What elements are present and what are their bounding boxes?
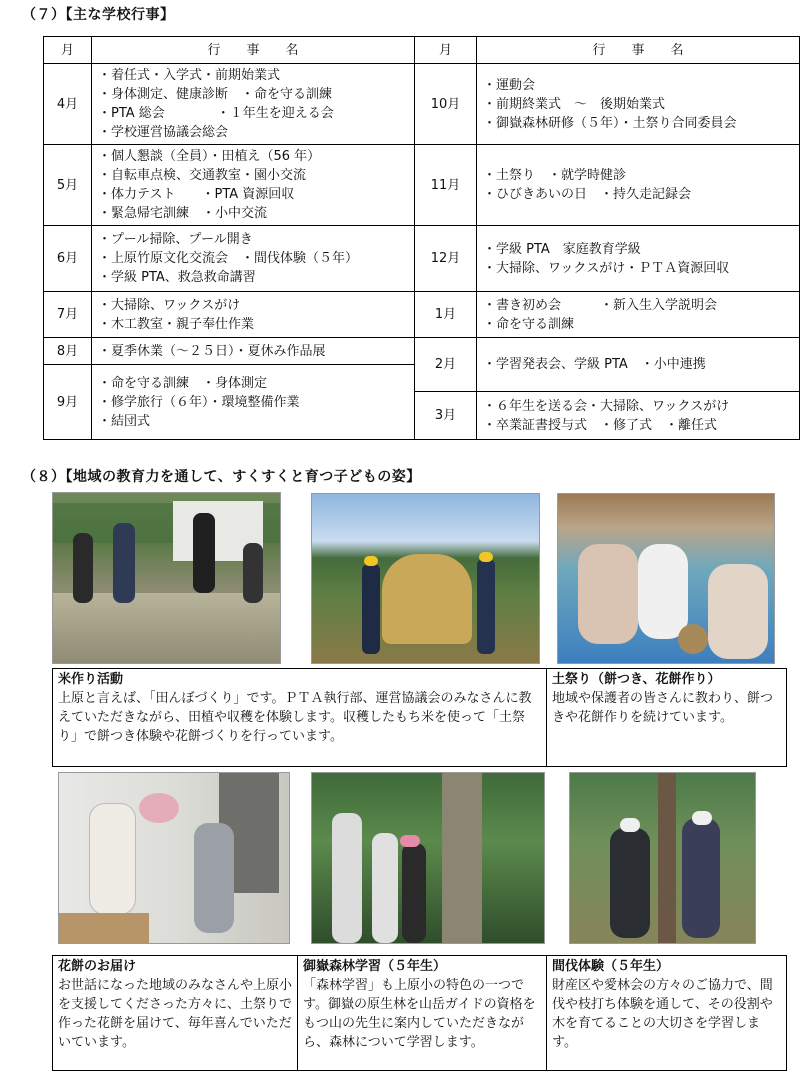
rice-caption — [52, 668, 547, 767]
rice-harvest-photo — [311, 493, 540, 664]
caption-body: 上原と言えば、「田んぼづくり」です。ＰＴＡ執行部、運営協議会のみなさんに教えていただきながら、田植や収穫を体験します。収穫したもち米を使って「土祭り」で餅つき体験や花餅づくりを行っています。 — [58, 691, 532, 744]
caption-body: 地域や保護者の皆さんに教わり、餅つきや花餅作りを続けています。 — [552, 691, 774, 725]
event-line: ・身体測定、健康診断 ・命を守る訓練 — [98, 87, 333, 102]
event-line: ・書き初め会 ・新入生入学説明会 — [483, 297, 718, 313]
event-line: ・上原竹原文化交流会 ・間伐体験（５年） — [98, 251, 359, 266]
events-table — [43, 36, 800, 440]
mochi-caption — [546, 668, 787, 767]
event-line: ・学校運営協議会総会 — [98, 125, 229, 140]
event-line: ・前期終業式 ～ 後期始業式 — [483, 96, 666, 112]
thinning-photo — [569, 772, 756, 944]
event-line: ・卒業証書授与式 ・修了式 ・離任式 — [483, 417, 718, 433]
events-cell — [477, 226, 800, 292]
month-cell: 8月 — [44, 338, 92, 365]
event-line: ・着任式・入学式・前期始業式 — [98, 68, 281, 83]
month-cell: 9月 — [44, 365, 92, 440]
event-line: ・御嶽森林研修（５年）・土祭り合同委員会 — [483, 115, 737, 131]
event-line: ・体力テスト ・PTA 資源回収 — [98, 187, 295, 202]
event-line: ・プール掃除、プール開き — [98, 232, 253, 247]
event-line: ・緊急帰宅訓練 ・小中交流 — [98, 206, 268, 221]
rice-planting-photo — [52, 492, 281, 664]
caption-body: お世話になった地域のみなさんや上原小を支援してくださった方々に、土祭りで作った花餅を届けて、毎年喜んでいただいています。 — [58, 978, 293, 1050]
forest-caption — [297, 955, 547, 1071]
event-line: ・６年生を送る会・大掃除、ワックスがけ — [483, 398, 730, 414]
events-cell — [477, 292, 800, 338]
table-row — [44, 226, 800, 292]
event-line: ・個人懇談（全員）・田植え（56 年） — [98, 149, 321, 164]
event-line: ・学習発表会、学級 PTA ・小中連携 — [483, 357, 706, 372]
section8-heading: （８）【地域の教育力を通して、すくすくと育つ子どもの姿】 — [22, 469, 421, 485]
month-cell: 11月 — [415, 145, 477, 226]
event-line: ・土祭り ・就学時健診 — [483, 168, 627, 183]
mochi-making-photo — [557, 493, 775, 664]
event-line: ・PTA 総会 ・１年生を迎える会 — [98, 106, 334, 121]
event-line: ・命を守る訓練 — [483, 316, 575, 332]
caption-body: 「森林学習」も上原小の特色の一つです。御嶽の原生林を山岳ガイドの資格をもつ山の先生に案内していただきながら、森林について学習します。 — [303, 978, 536, 1050]
event-line: ・結団式 — [98, 413, 151, 429]
events-cell — [477, 64, 800, 145]
event-line: ・夏季休業（～２５日）・夏休み作品展 — [98, 343, 326, 359]
events-cell — [92, 365, 415, 440]
month-cell: 6月 — [44, 226, 92, 292]
month-cell: 12月 — [415, 226, 477, 292]
events-cell — [477, 392, 800, 440]
month-cell: 10月 — [415, 64, 477, 145]
month-cell: 7月 — [44, 292, 92, 338]
event-line: ・大掃除、ワックスがけ — [98, 297, 241, 313]
caption-title: 間伐体験（５年生） — [552, 959, 670, 974]
events-cell — [92, 64, 415, 145]
month-header: 月 — [415, 37, 477, 64]
section7-heading: （７）【主な学校行事】 — [22, 7, 175, 23]
events-cell — [92, 292, 415, 338]
events-header: 行 事 名 — [477, 37, 800, 64]
event-line: ・学級 PTA、救急救命講習 — [98, 270, 256, 285]
month-cell: 2月 — [415, 338, 477, 392]
month-cell: 4月 — [44, 64, 92, 145]
event-line: ・自転車点検、交通教室・園小交流 — [98, 168, 307, 183]
events-cell — [477, 145, 800, 226]
event-line: ・命を守る訓練 ・身体測定 — [98, 375, 268, 391]
table-row — [44, 145, 800, 226]
caption-title: 御嶽森林学習（５年生） — [303, 959, 447, 974]
events-header: 行 事 名 — [92, 37, 415, 64]
event-line: ・木工教室・親子奉仕作業 — [98, 316, 255, 332]
caption-title: 米作り活動 — [58, 672, 124, 687]
table-row — [44, 292, 800, 338]
event-line: ・修学旅行（６年）・環境整備作業 — [98, 394, 300, 410]
table-header-row — [44, 37, 800, 64]
month-cell: 5月 — [44, 145, 92, 226]
month-cell: 1月 — [415, 292, 477, 338]
month-header: 月 — [44, 37, 92, 64]
events-cell — [92, 338, 415, 365]
hanamochi-delivery-photo — [58, 772, 290, 944]
table-row — [44, 338, 800, 365]
events-cell — [92, 226, 415, 292]
event-line: ・運動会 — [483, 77, 536, 93]
event-line: ・ひびきあいの日 ・持久走記録会 — [483, 187, 692, 202]
caption-title: 土祭り（餅つき、花餅作り） — [552, 672, 721, 687]
event-line: ・学級 PTA 家庭教育学級 — [483, 241, 641, 257]
month-cell: 3月 — [415, 392, 477, 440]
caption-title: 花餅のお届け — [58, 959, 137, 974]
events-cell — [477, 338, 800, 392]
events-cell — [92, 145, 415, 226]
caption-body: 財産区や愛林会の方々のご協力で、間伐や枝打ち体験を通して、その役割や木を育てることの大切さを学習します。 — [552, 978, 773, 1050]
hanamochi-caption — [52, 955, 298, 1071]
table-row — [44, 64, 800, 145]
forest-study-photo — [311, 772, 545, 944]
thinning-caption — [546, 955, 787, 1071]
event-line: ・大掃除、ワックスがけ・ＰＴＡ資源回収 — [483, 260, 730, 276]
